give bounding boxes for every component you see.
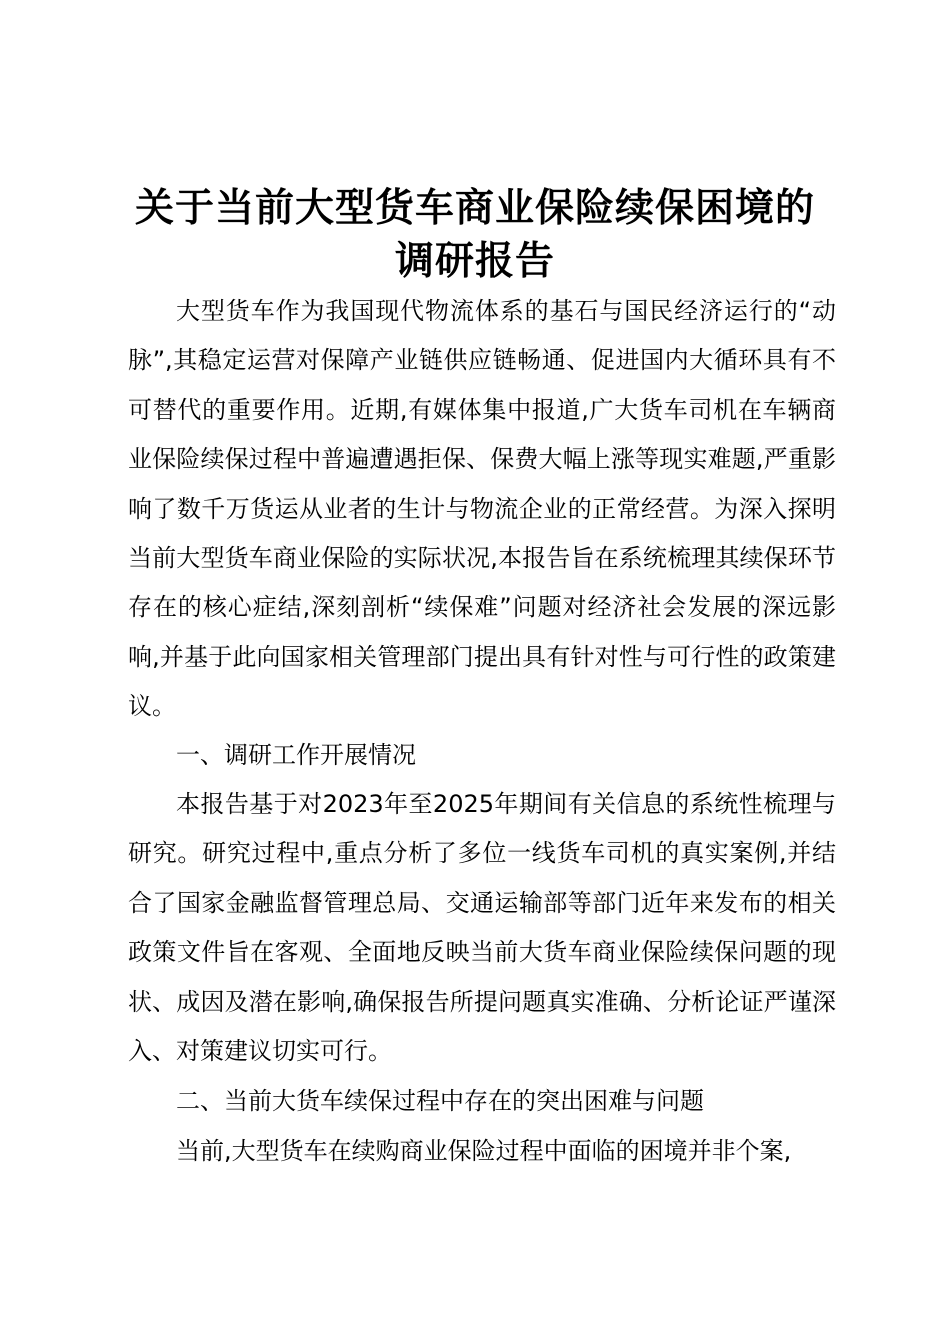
section-1-paragraph: 本报告基于对2023年至2025年期间有关信息的系统性梳理与研究。研究过程中,重点分析了多位一线货车司机的真实案例,并结合了国家金融监督管理总局、交通运输部等部门近年来发布的相关政策文件旨在客观、全面地反映当前大货车商业保险续保问题的现状、成因及潜在影响,确保报告所提问题真实准确、分析论证严谨深入、对策建议切实可行。 xyxy=(128,790,836,1066)
section-2-paragraph: 当前,大型货车在续购商业保险过程中面临的困境并非个案, xyxy=(176,1137,792,1165)
title-line-2: 调研报告 xyxy=(394,239,555,284)
intro-paragraph: 大型货车作为我国现代物流体系的基石与国民经济运行的“动脉”,其稳定运营对保障产业链供应链畅通、促进国内大循环具有不可替代的重要作用。近期,有媒体集中报道,广大货车司机在车辆商业保险续保过程中普遍遭遇拒保、保费大幅上涨等现实难题,严重影响了数千万货运从业者的生计与物流企业的正常经营。为深入探明当前大型货车商业保险的实际状况,本报告旨在系统梳理其续保环节存在的核心症结,深刻剖析“续保难”问题对经济社会发展的深远影响,并基于此向国家相关管理部门提出具有针对性与可行性的政策建议。 xyxy=(128,297,836,721)
title-line-1: 关于当前大型货车商业保险续保困境的 xyxy=(134,186,815,231)
section-2-heading: 二、当前大货车续保过程中存在的突出困难与问题 xyxy=(176,1087,704,1115)
document-title xyxy=(100,182,850,288)
section-1-heading: 一、调研工作开展情况 xyxy=(176,741,416,769)
